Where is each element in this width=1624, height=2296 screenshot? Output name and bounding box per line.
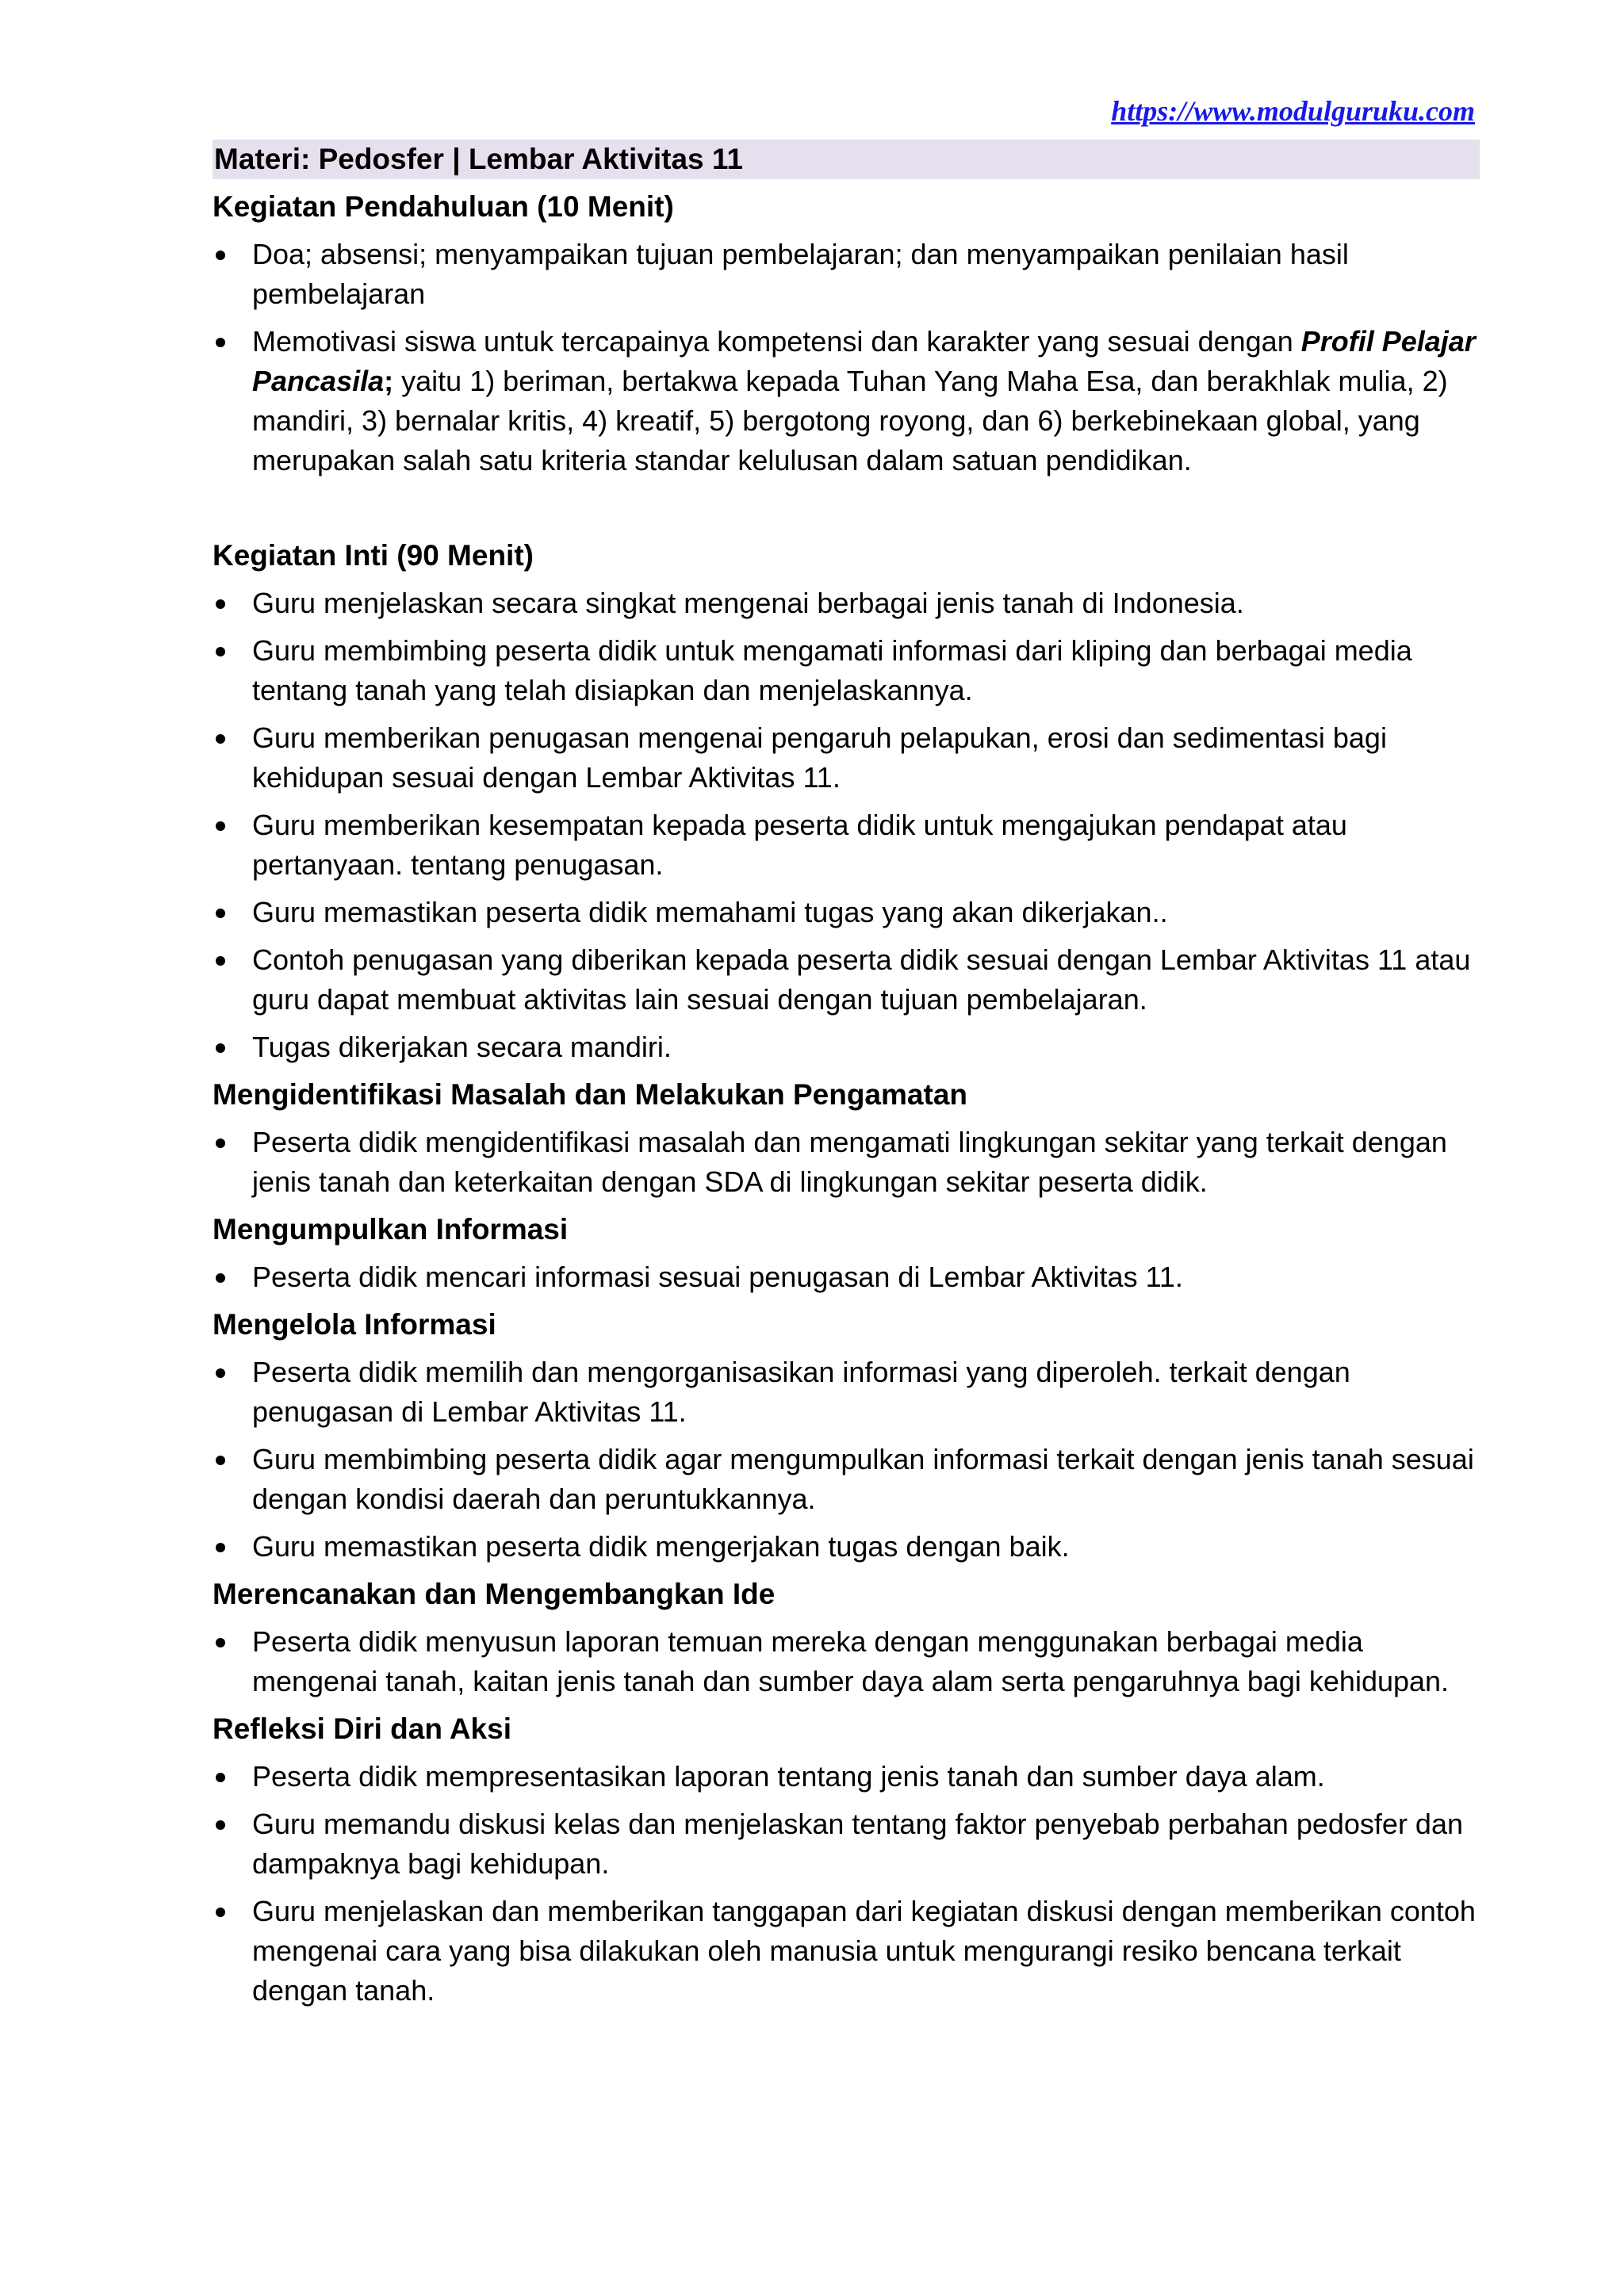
list-item: Guru memberikan kesempatan kepada peserta didik untuk mengajukan pendapat atau pertanyaan. tentang penugasan. [213, 806, 1480, 885]
list-inti [213, 584, 1480, 1067]
heading-mengumpulkan: Mengumpulkan Informasi [213, 1213, 569, 1246]
list-mengumpulkan [213, 1257, 1480, 1297]
website-link[interactable]: https://www.modulguruku.com [1111, 95, 1475, 127]
list-item: Contoh penugasan yang diberikan kepada peserta didik sesuai dengan Lembar Aktivitas 11 atau guru dapat membuat aktivitas lain sesuai dengan tujuan pembelajaran. [213, 940, 1480, 1020]
list-merencanakan [213, 1622, 1480, 1701]
list-item: Guru memandu diskusi kelas dan menjelaskan tentang faktor penyebab perbahan pedosfer dan dampaknya bagi kehidupan. [213, 1804, 1480, 1884]
list-refleksi [213, 1757, 1480, 2011]
list-item: Peserta didik mencari informasi sesuai penugasan di Lembar Aktivitas 11. [213, 1257, 1480, 1297]
list-mengelola [213, 1353, 1480, 1567]
list-item: Guru membimbing peserta didik untuk mengamati informasi dari kliping dan berbagai media tentang tanah yang telah disiapkan dan menjelaskannya. [213, 631, 1480, 710]
list-item-text: Memotivasi siswa untuk tercapainya kompetensi dan karakter yang sesuai dengan [252, 325, 1301, 358]
list-item: Peserta didik mengidentifikasi masalah dan mengamati lingkungan sekitar yang terkait dengan jenis tanah dan keterkaitan dengan SDA di lingkungan sekitar peserta didik. [213, 1123, 1480, 1202]
list-item-text: yaitu 1) beriman, bertakwa kepada Tuhan Yang Maha Esa, dan berakhlak mulia, 2) mandiri, 3) bernalar kritis, 4) kreatif, 5) bergotong royong, dan 6) berkebinekaan global, yang merupakan salah satu kriteria standar kelulusan dalam satuan pendidikan. [252, 365, 1448, 476]
semicolon-text: ; [384, 365, 394, 397]
list-item: Doa; absensi; menyampaikan tujuan pembelajaran; dan menyampaikan penilaian hasil pembelajaran [213, 235, 1480, 314]
profil-pelajar-pancasila-text: Profil Pelajar Pancasila [252, 325, 1476, 397]
heading-inti: Kegiatan Inti (90 Menit) [213, 539, 534, 572]
list-item: Guru menjelaskan secara singkat mengenai berbagai jenis tanah di Indonesia. [213, 584, 1480, 623]
list-item: Peserta didik memilih dan mengorganisasikan informasi yang diperoleh. terkait dengan penugasan di Lembar Aktivitas 11. [213, 1353, 1480, 1432]
document-page [213, 94, 1480, 2011]
list-item: Guru membimbing peserta didik agar mengumpulkan informasi terkait dengan jenis tanah sesuai dengan kondisi daerah dan peruntukkannya. [213, 1440, 1480, 1519]
heading-mengelola: Mengelola Informasi [213, 1308, 496, 1341]
heading-pendahuluan: Kegiatan Pendahuluan (10 Menit) [213, 190, 674, 223]
list-item: Guru memberikan penugasan mengenai pengaruh pelapukan, erosi dan sedimentasi bagi kehidupan sesuai dengan Lembar Aktivitas 11. [213, 718, 1480, 798]
material-title: Materi: Pedosfer | Lembar Aktivitas 11 [213, 140, 1480, 179]
heading-refleksi: Refleksi Diri dan Aksi [213, 1712, 511, 1745]
list-pendahuluan [213, 235, 1480, 480]
list-item: Peserta didik mempresentasikan laporan tentang jenis tanah dan sumber daya alam. [213, 1757, 1480, 1797]
list-item: Peserta didik menyusun laporan temuan mereka dengan menggunakan berbagai media mengenai tanah, kaitan jenis tanah dan sumber daya alam serta pengaruhnya bagi kehidupan. [213, 1622, 1480, 1701]
list-item: Guru memastikan peserta didik mengerjakan tugas dengan baik. [213, 1527, 1480, 1567]
list-item: Guru menjelaskan dan memberikan tanggapan dari kegiatan diskusi dengan memberikan contoh mengenai cara yang bisa dilakukan oleh manusia untuk mengurangi resiko bencana terkait dengan tanah. [213, 1892, 1480, 2011]
list-identifikasi [213, 1123, 1480, 1202]
list-item: Guru memastikan peserta didik memahami tugas yang akan dikerjakan.. [213, 893, 1480, 932]
heading-identifikasi: Mengidentifikasi Masalah dan Melakukan Pengamatan [213, 1078, 967, 1111]
heading-merencanakan: Merencanakan dan Mengembangkan Ide [213, 1578, 776, 1610]
list-item: Tugas dikerjakan secara mandiri. [213, 1027, 1480, 1067]
list-item [213, 322, 1480, 480]
